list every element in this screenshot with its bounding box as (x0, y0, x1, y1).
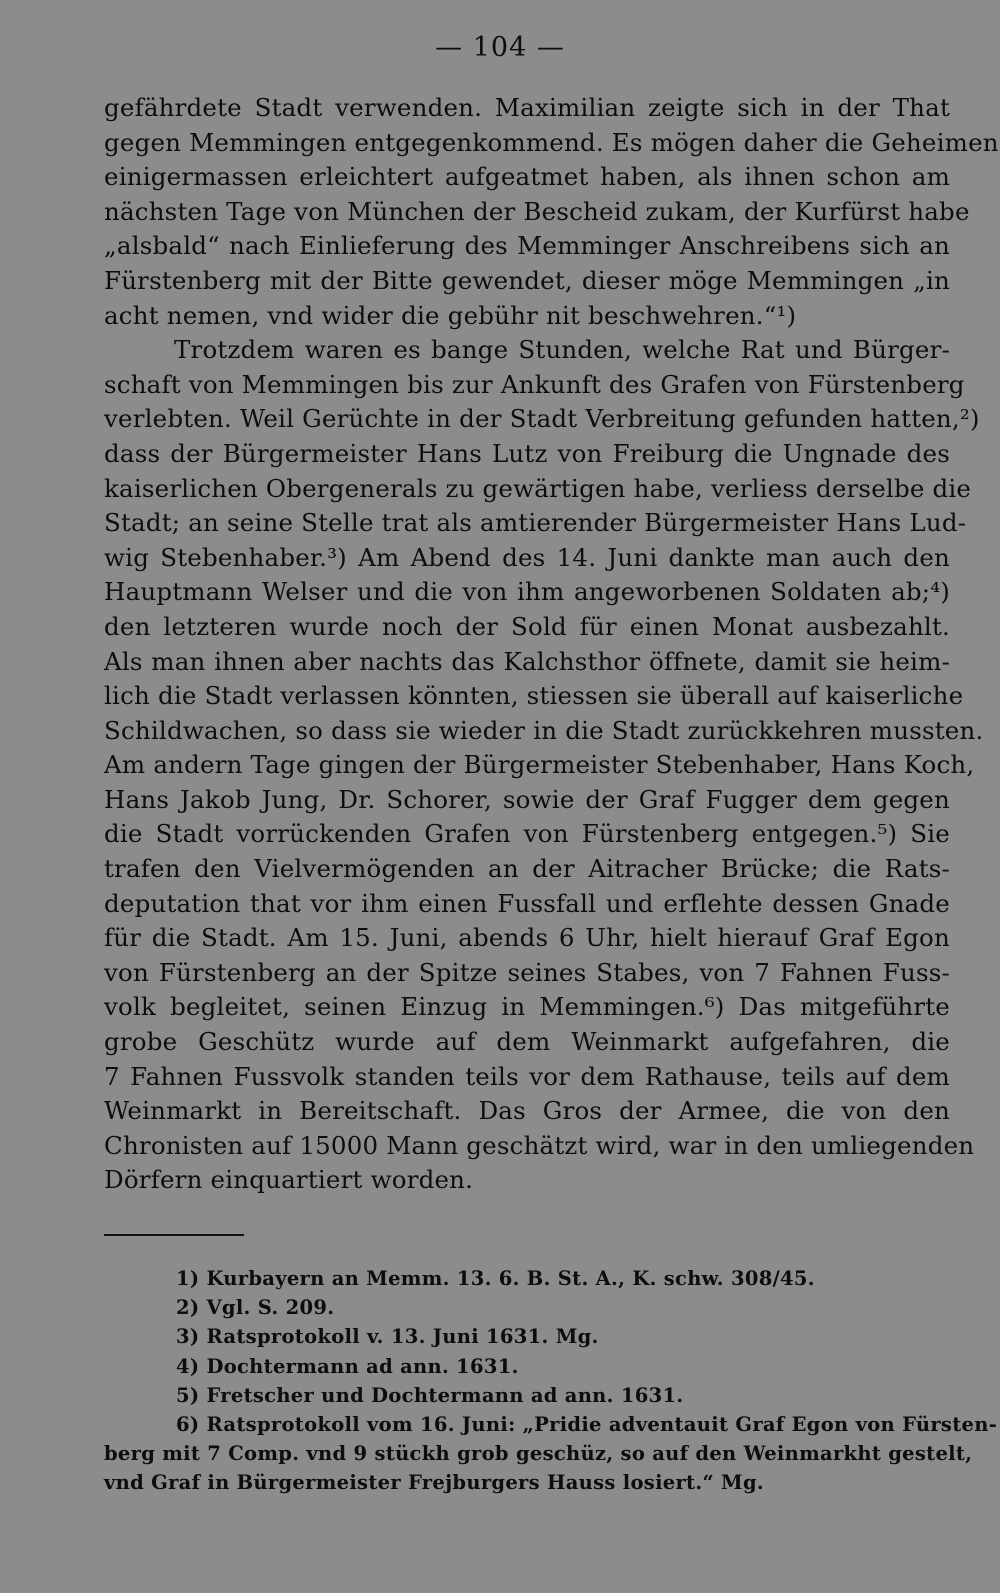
text-line: trafen den Vielvermögenden an der Aitracher Brücke; die Rats- (104, 854, 950, 884)
text-line: volk begleitet, seinen Einzug in Memmingen.⁶) Das mitgeführte (104, 992, 950, 1022)
footnote: 2) Vgl. S. 209. (176, 1296, 335, 1320)
text-line: gefährdete Stadt verwenden. Maximilian zeigte sich in der That (104, 93, 950, 122)
text-line: Fürstenberg mit der Bitte gewendet, dieser möge Memmingen „in (104, 265, 950, 295)
text-line: nächsten Tage von München der Bescheid zukam, der Kurfürst habe (104, 196, 970, 226)
text-line: Schildwachen, so dass sie wieder in die Stadt zurückkehren mussten. (104, 715, 984, 745)
text-line: Hauptmann Welser und die von ihm angeworbenen Soldaten ab;⁴) (104, 577, 950, 607)
footnote-continuation: berg mit 7 Comp. vnd 9 stückh grob geschüz, so auf den Weinmarkht gestelt, (104, 1442, 973, 1466)
text-line: Weinmarkt in Bereitschaft. Das Gros der Armee, die von den (104, 1096, 950, 1126)
footnote: 6) Ratsprotokoll vom 16. Juni: „Pridie adventauit Graf Egon von Fürsten- (176, 1412, 998, 1436)
page-number: — 104 — (435, 32, 565, 63)
footnote: 5) Fretscher und Dochtermann ad ann. 1631. (176, 1383, 684, 1407)
footnote: 4) Dochtermann ad ann. 1631. (176, 1354, 519, 1378)
text-line: lich die Stadt verlassen könnten, stiessen sie überall auf kaiserliche (104, 681, 964, 711)
footnote: 3) Ratsprotokoll v. 13. Juni 1631. Mg. (176, 1325, 599, 1349)
text-line: wig Stebenhaber.³) Am Abend des 14. Juni dankte man auch den (104, 542, 950, 572)
footnote-divider (104, 1234, 244, 1236)
footnote-continuation: vnd Graf in Bürgermeister Frejburgers Hauss losiert.“ Mg. (104, 1471, 764, 1495)
text-line: Als man ihnen aber nachts das Kalchsthor öffnete, damit sie heim- (104, 646, 950, 676)
text-line: die Stadt vorrückenden Grafen von Fürstenberg entgegen.⁵) Sie (104, 819, 950, 849)
text-line: Trotzdem waren es bange Stunden, welche Rat und Bürger- (174, 335, 950, 365)
text-line: von Fürstenberg an der Spitze seines Stabes, von 7 Fahnen Fuss- (104, 957, 950, 987)
text-line: den letzteren wurde noch der Sold für einen Monat ausbezahlt. (104, 611, 950, 641)
text-line: schaft von Memmingen bis zur Ankunft des Grafen von Fürstenberg (104, 369, 965, 399)
text-line: einigermassen erleichtert aufgeatmet haben, als ihnen schon am (104, 162, 950, 192)
footnote: 1) Kurbayern an Memm. 13. 6. B. St. A., K. schw. 308/45. (176, 1267, 815, 1290)
text-line: grobe Geschütz wurde auf dem Weinmarkt aufgefahren, die (104, 1027, 950, 1057)
text-line: gegen Memmingen entgegenkommend. Es mögen daher die Geheimen (104, 127, 999, 157)
text-line: Stadt; an seine Stelle trat als amtierender Bürgermeister Hans Lud- (104, 508, 967, 538)
footnotes (104, 1264, 998, 1498)
body-text (104, 91, 999, 1198)
text-line: kaiserlichen Obergenerals zu gewärtigen habe, verliess derselbe die (104, 473, 972, 503)
text-line: 7 Fahnen Fussvolk standen teils vor dem Rathause, teils auf dem (104, 1061, 950, 1091)
text-line: Dörfern einquartiert worden. (104, 1165, 474, 1195)
text-line: dass der Bürgermeister Hans Lutz von Freiburg die Ungnade des (104, 438, 950, 468)
text-line: „alsbald“ nach Einlieferung des Memminger Anschreibens sich an (104, 231, 950, 261)
text-line: für die Stadt. Am 15. Juni, abends 6 Uhr, hielt hierauf Graf Egon (104, 923, 950, 953)
text-line: deputation that vor ihm einen Fussfall und erflehte dessen Gnade (104, 888, 950, 918)
text-line: verlebten. Weil Gerüchte in der Stadt Verbreitung gefunden hatten,²) (104, 404, 980, 434)
text-line: acht nemen, vnd wider die gebühr nit beschwehren.“¹) (104, 300, 797, 330)
text-line: Chronisten auf 15000 Mann geschätzt wird, war in den umliegenden (104, 1130, 975, 1160)
text-line: Hans Jakob Jung, Dr. Schorer, sowie der Graf Fugger dem gegen (104, 784, 950, 814)
text-line: Am andern Tage gingen der Bürgermeister Stebenhaber, Hans Koch, (104, 750, 975, 780)
